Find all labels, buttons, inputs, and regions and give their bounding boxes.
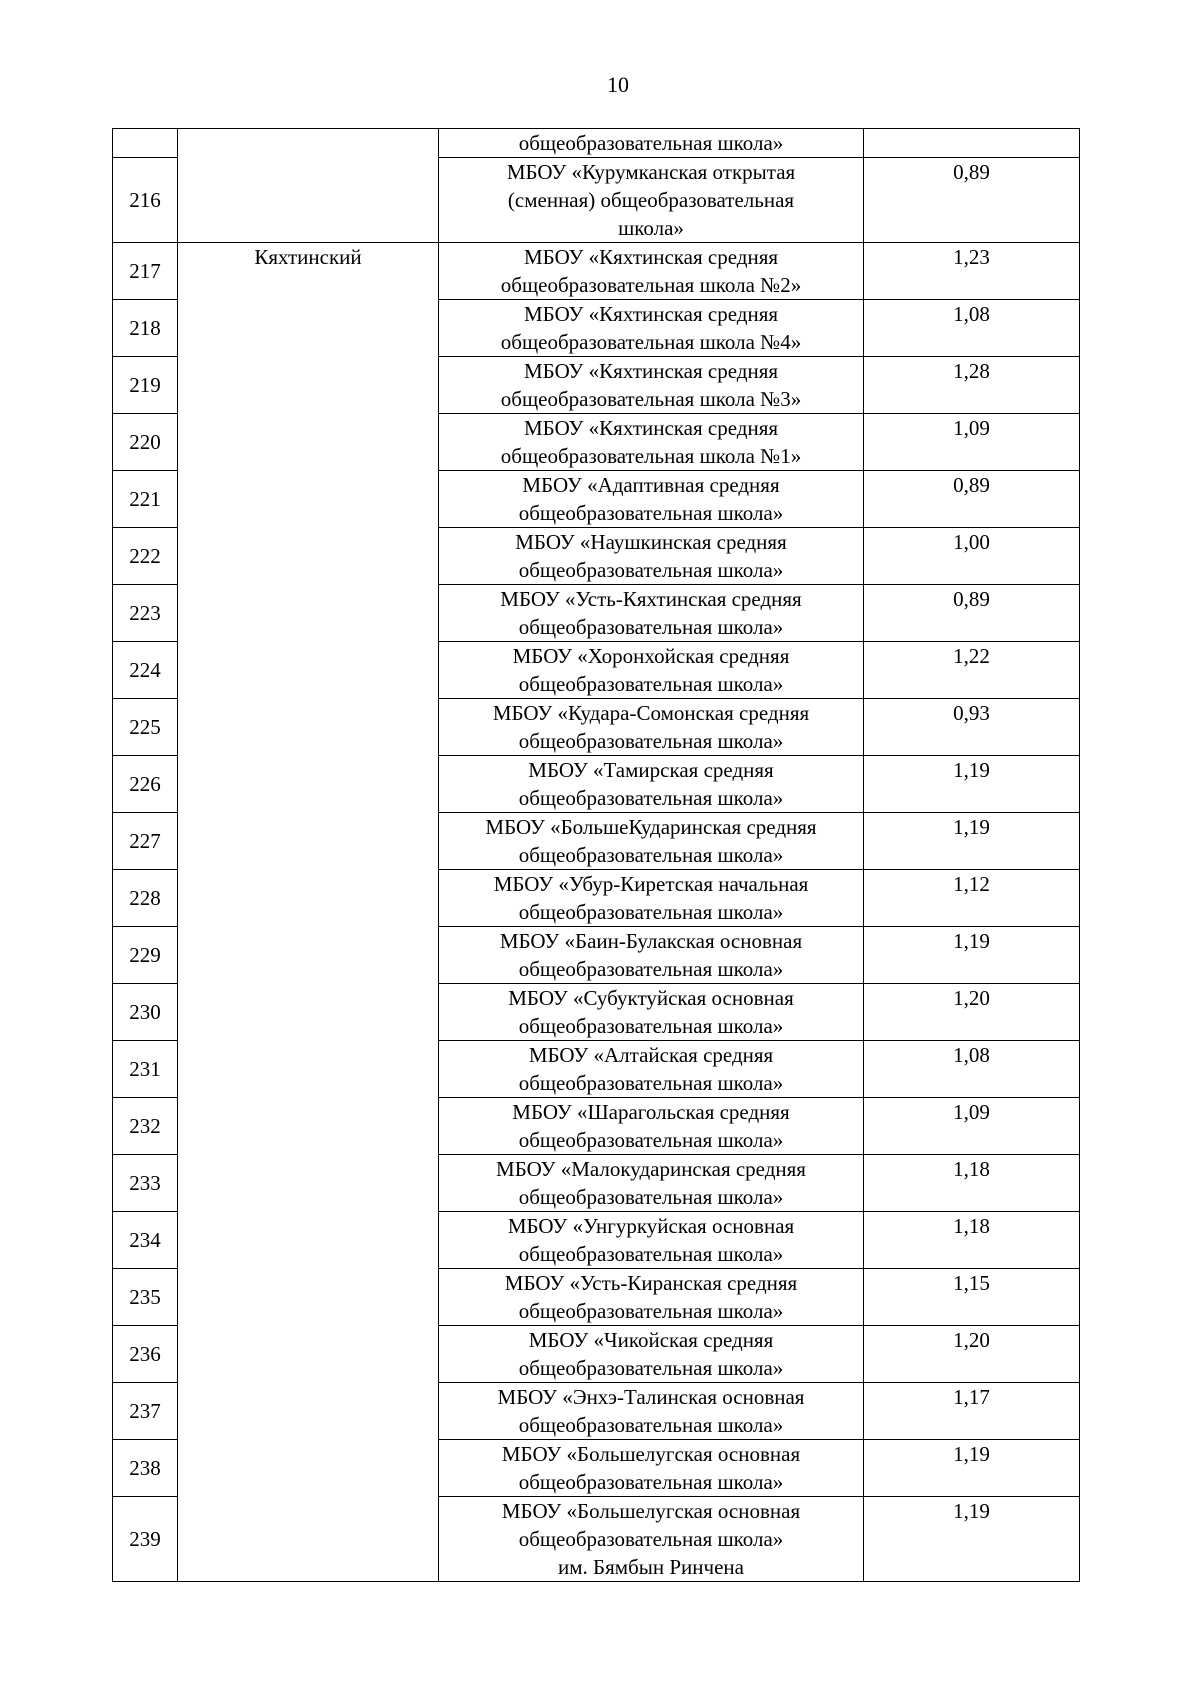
school-name-cell: [439, 1440, 864, 1497]
row-number-cell: 231: [113, 1041, 178, 1098]
school-name-line: МБОУ «Наушкинская средняя: [515, 530, 787, 554]
row-number-cell: 234: [113, 1212, 178, 1269]
school-name-line: общеобразовательная школа»: [518, 1299, 784, 1323]
school-name-line: МБОУ «Энхэ-Талинская основная: [497, 1385, 805, 1409]
school-name-line: общеобразовательная школа»: [518, 1527, 784, 1551]
table-row: [113, 243, 1080, 300]
school-name-line: МБОУ «Большелугская основная: [501, 1442, 801, 1466]
row-number-cell: 233: [113, 1155, 178, 1212]
table-body: [113, 129, 1080, 1582]
school-name-cell: [439, 813, 864, 870]
coefficient-cell: 1,19: [864, 1497, 1080, 1582]
school-name-line: общеобразовательная школа №4»: [500, 330, 802, 354]
school-name-line: общеобразовательная школа»: [518, 1128, 784, 1152]
school-name-cell: [439, 1326, 864, 1383]
school-name-line: общеобразовательная школа»: [518, 957, 784, 981]
school-name-line: им. Бямбын Ринчена: [558, 1555, 744, 1579]
row-number-cell: 236: [113, 1326, 178, 1383]
school-name-line: МБОУ «Тамирская средняя: [528, 758, 774, 782]
coefficient-cell: 0,89: [864, 585, 1080, 642]
page-number: 10: [607, 72, 629, 97]
school-name-line: МБОУ «Усть-Киранская средняя: [504, 1271, 798, 1295]
school-name-cell: общеобразовательная школа»: [439, 129, 864, 158]
row-number-cell: 219: [113, 357, 178, 414]
school-name-line: МБОУ «БольшеКударинская средняя: [485, 815, 817, 839]
school-name-line: МБОУ «Алтайская средняя: [528, 1043, 774, 1067]
row-number-cell: 220: [113, 414, 178, 471]
school-name-line: МБОУ «Чикойская средняя: [528, 1328, 774, 1352]
school-name-cell: [439, 1497, 864, 1582]
school-name-cell: [439, 243, 864, 300]
school-name-cell: [439, 1155, 864, 1212]
school-name-line: МБОУ «Кудара-Сомонская средняя: [492, 701, 810, 725]
school-name-cell: [439, 300, 864, 357]
row-number-cell: 228: [113, 870, 178, 927]
school-name-cell: [439, 984, 864, 1041]
school-name-line: МБОУ «Усть-Кяхтинская средняя: [500, 587, 802, 611]
school-name-cell: [439, 158, 864, 243]
school-name-line: МБОУ «Кяхтинская средняя: [523, 359, 779, 383]
district-cell-top: [178, 129, 439, 243]
school-name-line: общеобразовательная школа»: [518, 1356, 784, 1380]
coefficient-cell: 1,23: [864, 243, 1080, 300]
school-name-cell: [439, 1212, 864, 1269]
row-number-cell: 222: [113, 528, 178, 585]
row-number-cell: 229: [113, 927, 178, 984]
school-name-cell: [439, 528, 864, 585]
school-name-line: общеобразовательная школа»: [518, 1242, 784, 1266]
school-name-cell: [439, 1098, 864, 1155]
school-name-line: школа»: [618, 216, 684, 240]
row-number-cell: 238: [113, 1440, 178, 1497]
school-name-line: МБОУ «Субуктуйская основная: [508, 986, 794, 1010]
table-row-continuation: [113, 129, 1080, 158]
coefficient-cell: 1,20: [864, 1326, 1080, 1383]
coefficient-cell: 1,18: [864, 1155, 1080, 1212]
schools-table: [112, 128, 1080, 1582]
school-name-line: общеобразовательная школа»: [518, 786, 784, 810]
row-number-cell: 232: [113, 1098, 178, 1155]
school-name-line: общеобразовательная школа»: [518, 558, 784, 582]
coefficient-cell: 1,09: [864, 414, 1080, 471]
row-number-cell: 216: [113, 158, 178, 243]
school-name-line: общеобразовательная школа»: [518, 501, 784, 525]
coefficient-cell: 1,15: [864, 1269, 1080, 1326]
coefficient-cell: 1,19: [864, 756, 1080, 813]
row-number-cell: 225: [113, 699, 178, 756]
school-name-line: МБОУ «Большелугская основная: [501, 1499, 801, 1523]
row-number-cell: 227: [113, 813, 178, 870]
coefficient-cell: 1,08: [864, 300, 1080, 357]
row-number-cell: 226: [113, 756, 178, 813]
coefficient-cell: 1,19: [864, 813, 1080, 870]
school-name-cell: [439, 1041, 864, 1098]
school-name-line: МБОУ «Кяхтинская средняя: [523, 416, 779, 440]
coefficient-cell: 1,08: [864, 1041, 1080, 1098]
school-name-line: общеобразовательная школа»: [518, 1185, 784, 1209]
school-name-cell: [439, 870, 864, 927]
school-name-cell: [439, 357, 864, 414]
coefficient-cell: 1,20: [864, 984, 1080, 1041]
district-cell: Кяхтинский: [178, 243, 439, 1582]
school-name-cell: [439, 471, 864, 528]
row-number-cell: 237: [113, 1383, 178, 1440]
school-name-line: МБОУ «Кяхтинская средняя: [523, 245, 779, 269]
school-name-cell: [439, 699, 864, 756]
row-number-cell: 218: [113, 300, 178, 357]
school-name-line: общеобразовательная школа №3»: [500, 387, 802, 411]
school-name-line: МБОУ «Кяхтинская средняя: [523, 302, 779, 326]
school-name-cell: [439, 1269, 864, 1326]
school-name-line: МБОУ «Адаптивная средняя: [522, 473, 780, 497]
school-name-line: общеобразовательная школа»: [518, 900, 784, 924]
coefficient-cell: 1,00: [864, 528, 1080, 585]
school-name-cell: [439, 585, 864, 642]
school-name-line: общеобразовательная школа»: [518, 1470, 784, 1494]
school-name-cell: [439, 756, 864, 813]
school-name-cell: [439, 414, 864, 471]
school-name-line: МБОУ «Унгуркуйская основная: [507, 1214, 795, 1238]
school-name-line: МБОУ «Курумканская открытая: [506, 160, 796, 184]
row-number-cell: 221: [113, 471, 178, 528]
school-name-line: МБОУ «Убур-Киретская начальная: [493, 872, 809, 896]
school-name-line: общеобразовательная школа»: [518, 672, 784, 696]
row-number-cell: [113, 129, 178, 158]
row-number-cell: 223: [113, 585, 178, 642]
school-name-line: МБОУ «Хоронхойская средняя: [512, 644, 790, 668]
school-name-line: общеобразовательная школа»: [518, 1014, 784, 1038]
coefficient-cell: [864, 129, 1080, 158]
row-number-cell: 224: [113, 642, 178, 699]
row-number-cell: 239: [113, 1497, 178, 1582]
school-name-line: общеобразовательная школа»: [518, 843, 784, 867]
row-number-cell: 235: [113, 1269, 178, 1326]
school-name-cell: [439, 1383, 864, 1440]
school-name-line: общеобразовательная школа»: [518, 729, 784, 753]
coefficient-cell: 1,28: [864, 357, 1080, 414]
coefficient-cell: 0,89: [864, 158, 1080, 243]
row-number-cell: 217: [113, 243, 178, 300]
school-name-line: общеобразовательная школа»: [518, 615, 784, 639]
school-name-line: общеобразовательная школа №2»: [500, 273, 802, 297]
coefficient-cell: 1,19: [864, 927, 1080, 984]
row-number-cell: 230: [113, 984, 178, 1041]
school-name-line: общеобразовательная школа №1»: [500, 444, 802, 468]
school-name-line: общеобразовательная школа»: [518, 1413, 784, 1437]
coefficient-cell: 1,18: [864, 1212, 1080, 1269]
school-name-line: МБОУ «Шарагольская средняя: [512, 1100, 790, 1124]
school-name-cell: [439, 642, 864, 699]
school-name-line: (сменная) общеобразовательная: [507, 188, 795, 212]
coefficient-cell: 1,12: [864, 870, 1080, 927]
coefficient-cell: 1,19: [864, 1440, 1080, 1497]
school-name-line: МБОУ «Малокударинская средняя: [496, 1157, 806, 1181]
school-name-cell: [439, 927, 864, 984]
coefficient-cell: 1,09: [864, 1098, 1080, 1155]
school-name-line: МБОУ «Баин-Булакская основная: [499, 929, 803, 953]
coefficient-cell: 1,17: [864, 1383, 1080, 1440]
coefficient-cell: 1,22: [864, 642, 1080, 699]
coefficient-cell: 0,89: [864, 471, 1080, 528]
school-name-line: общеобразовательная школа»: [518, 1071, 784, 1095]
coefficient-cell: 0,93: [864, 699, 1080, 756]
